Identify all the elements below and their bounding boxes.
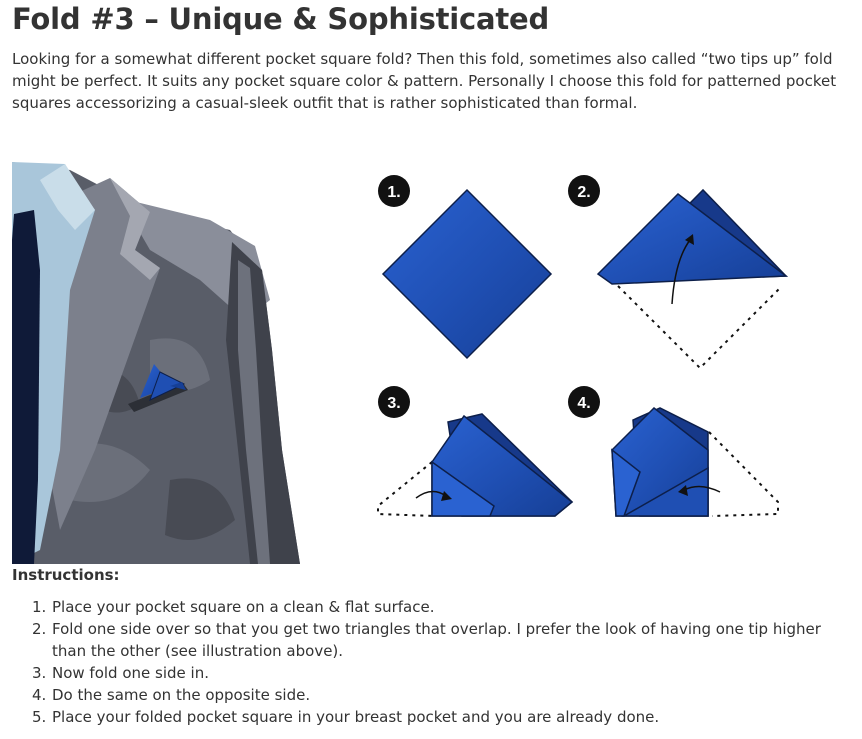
list-item (12, 684, 852, 706)
step-badge-3 (378, 386, 410, 418)
fold-step-1-diagram (383, 190, 551, 358)
step-number: 2. (32, 620, 47, 638)
list-item (12, 706, 852, 728)
suit-jacket-illustration (12, 162, 300, 564)
step-text: Now fold one side in. (52, 664, 209, 682)
list-item (12, 662, 852, 684)
step-text: Do the same on the opposite side. (52, 686, 311, 704)
fold-step-3-diagram (378, 414, 572, 516)
page-title: Fold #3 – Unique & Sophisticated (12, 2, 550, 36)
fold-illustration (0, 150, 862, 566)
step-badge-2 (568, 175, 600, 207)
step-number: 3. (32, 664, 47, 682)
svg-text:4.: 4. (577, 395, 591, 412)
list-item (12, 618, 852, 662)
instructions-list (12, 596, 852, 728)
step-text: Place your pocket square on a clean & flat surface. (52, 598, 435, 616)
instructions-heading: Instructions: (12, 566, 120, 584)
fold-step-2-diagram (598, 190, 786, 368)
svg-text:1.: 1. (387, 184, 401, 201)
step-number: 1. (32, 598, 47, 616)
svg-text:3.: 3. (387, 395, 401, 412)
step-number: 4. (32, 686, 47, 704)
intro-paragraph: Looking for a somewhat different pocket square fold? Then this fold, sometimes also called “two tips up” fold might be perfect. It suits any pocket square color & pattern. Personally I choose this fold for patterned pocket squares accessorizing a casual-sleek outfit that is rather sophisticated than formal. (12, 50, 837, 112)
list-item (12, 596, 852, 618)
step-badge-1 (378, 175, 410, 207)
step-text: Place your folded pocket square in your breast pocket and you are already done. (52, 708, 660, 726)
fold-step-4-diagram (612, 408, 778, 516)
step-text: Fold one side over so that you get two triangles that overlap. I prefer the look of having one tip higher than the other (see illustration above). (52, 620, 821, 660)
svg-text:2.: 2. (577, 184, 591, 201)
step-number: 5. (32, 708, 47, 726)
step-badge-4 (568, 386, 600, 418)
